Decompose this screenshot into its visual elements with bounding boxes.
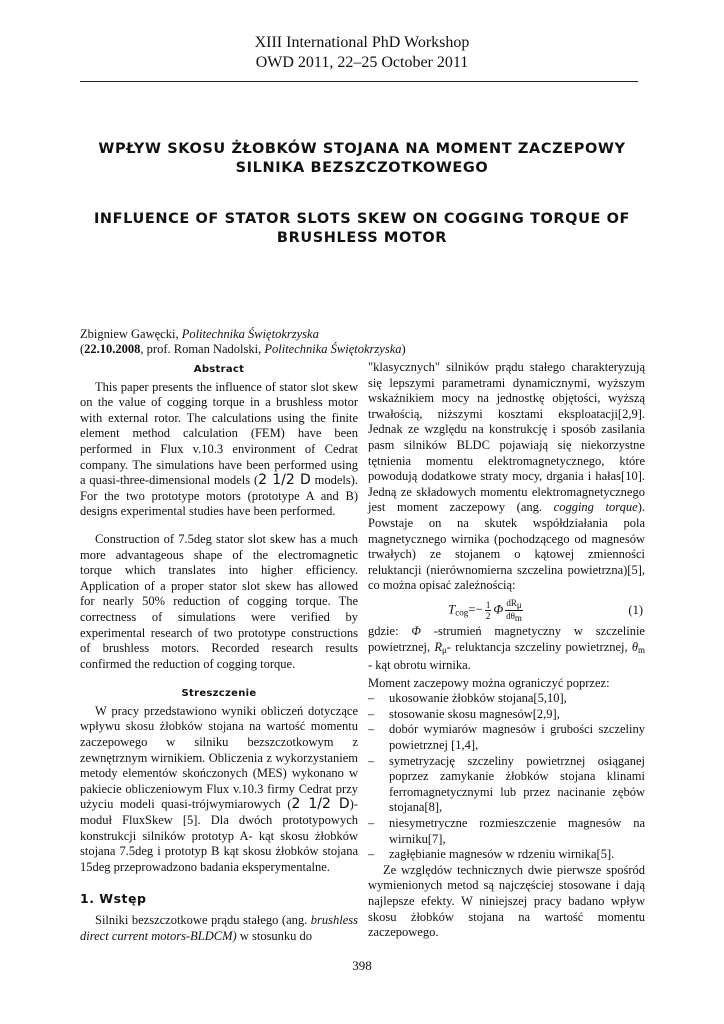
section-heading-wstep: 1. Wstęp (80, 891, 147, 907)
submission-date: 22.10.2008 (84, 342, 141, 356)
workshop-date: OWD 2011, 22–25 October 2011 (255, 54, 469, 71)
abstract-paragraph-2: Construction of 7.5deg stator slot skew has a much more advantageous shape of the electromagnetic torque which translates into higher efficiency. Application of a proper stator slot skew has allowed for nearly 50% reduction of cogging torque. The correctness of simulations were verified by experimental research of two prototype constructions of brushless motors. Recorded research results confirmed the reduction of cogging torque. (80, 531, 358, 671)
cogging-torque-formula: $T_{cog}=-$ $\frac{1}{2}$ Φ $\frac{\text{dRμ}}{\text{dθm}}$ (448, 597, 522, 623)
abstract-heading: Abstract (193, 364, 245, 375)
intro-continuation: "klasycznych" silników prądu stałego charakteryzują się lepszymi parametrami dynamicznymi, wyższym wskaźnikiem mocy na jednostkę objętości, wyższą trwałością, niższymi kosztami eksploatacji[2,9]. Jednak ze względu na konstrukcję i sposób zasilania pasm silników BLDC pojawiają się niekorzystne tętnienia momentu elektromagnetycznego, które powodują dodatkowe straty mocy, drgania i hałas[10]. Jedną ze składowych momentu elektromagnetycznego jest moment zaczepowy (ang. cogging torque). Powstaje on na skutek współdziałania pola magnetycznego wirnika (pochodzącego od magnesów trwałych) ze stojanem o kątowej zmienności reluktancji (nierównomierna szczelina powietrzna)[5], co można opisać zależnością: (368, 360, 645, 593)
author-block (80, 327, 644, 357)
list-item: – niesymetryczne rozmieszczenie magnesów na wirniku[7], (368, 816, 645, 847)
page-header (0, 33, 724, 73)
workshop-title: XIII International PhD Workshop (254, 34, 470, 51)
title-polish: WPŁYW SKOSU ŻŁOBKÓW STOJANA NA MOMENT ZACZEPOWY SILNIKA BEZSZCZOTKOWEGO (98, 141, 626, 176)
list-item: – stosowanie skosu magnesów[2,9], (368, 707, 645, 723)
left-column (80, 360, 358, 944)
fraction-one-half: $\frac{1}{2}$ (485, 599, 491, 621)
list-item: – ukosowanie żłobków stojana[5,10], (368, 691, 645, 707)
header-divider (80, 81, 638, 82)
final-paragraph: Ze względów technicznych dwie pierwsze spośród wymienionych metod są najczęściej stosowane i dają najlepsze efekty. W niniejszej pracy badano wpływ skosu żłobków stojana na wartość momentu zaczepowego. (368, 862, 645, 940)
list-item: – dobór wymiarów magnesów i grubości szczeliny powietrznej [1,4], (368, 722, 645, 753)
author-name: Zbigniew Gawęcki, (80, 327, 182, 341)
list-item: – zagłębianie magnesów w rdzeniu wirnika[5]. (368, 847, 645, 863)
supervisor-line: (22.10.2008, prof. Roman Nadolski, Politechnika Świętokrzyska) (80, 342, 406, 356)
symbol-definitions: gdzie: Φ -strumień magnetyczny w szczelinie powietrznej, $R_\mu-$ reluktancja szczeliny powietrznej, $\theta_m$ - kąt obrotu wirnika. (368, 623, 645, 673)
wstep-paragraph: Silniki bezszczotkowe prądu stałego (ang. brushless direct current motors-BLDCM) w stosunku do (80, 913, 358, 943)
title-english: INFLUENCE OF STATOR SLOTS SKEW ON COGGING TORQUE OF BRUSHLESS MOTOR (93, 211, 631, 246)
methods-list (368, 691, 645, 863)
fraction-derivative: $\frac{\text{dRμ}}{\text{dθm}}$ (506, 597, 522, 623)
right-column (368, 360, 645, 941)
supervisor-name: , prof. Roman Nadolski, (140, 342, 265, 356)
equation-1 (368, 594, 645, 624)
author-affiliation: Politechnika Świętokrzyska (181, 327, 319, 341)
page-number: 398 (352, 958, 372, 973)
streszczenie-heading: Streszczenie (181, 688, 257, 700)
equation-number: (1) (628, 602, 643, 617)
math-2-half-d: 2 1/2 D (258, 472, 311, 489)
author-line (80, 327, 644, 342)
streszczenie-paragraph: W pracy przedstawiono wyniki obliczeń dotyczące wpływu skosu żłobków stojana na wartość momentu zaczepowego w silniku bezszczotkowym z zewnętrznym wirnikiem. Obliczenia z wykorzystaniem metody elementów skończonych (MES) wykonano w pakiecie obliczeniowym Flux v.10.3 firmy Cedrat przy użyciu modeli quasi-trójwymiarowych (2 1/2 D)- moduł FluxSkew [5]. Dla dwóch prototypowych konstrukcji silników prototyp A- kąt skosu żłobków stojana 7.5deg i prototyp B kąt skosu żłobków stojana 15deg przeprowadzono badania eksperymentalne. (80, 703, 358, 874)
math-2-half-d-pl: 2 1/2 D (291, 796, 350, 813)
list-item: – symetryzację szczeliny powietrznej osiąganej poprzez zamykanie żłobków stojana klinami ferromagnetycznymi lub przez nacinanie zębów stojana[8], (368, 754, 645, 816)
supervisor-affiliation: Politechnika Świętokrzyska (264, 342, 402, 356)
abstract-paragraph-1: This paper presents the influence of stator slot skew on the value of cogging torque in a brushless motor with external rotor. The calculations using the finite element method calculation (FEM) have been performed in Flux v.10.3 environment of Cedrat company. The simulations have been performed using a quasi-three-dimensional models (2 1/2 D models). For the two prototype motors (prototype A and B) designs experimental studies have been performed. (80, 379, 358, 519)
methods-intro: Moment zaczepowy można ograniczyć poprzez: (368, 675, 610, 690)
